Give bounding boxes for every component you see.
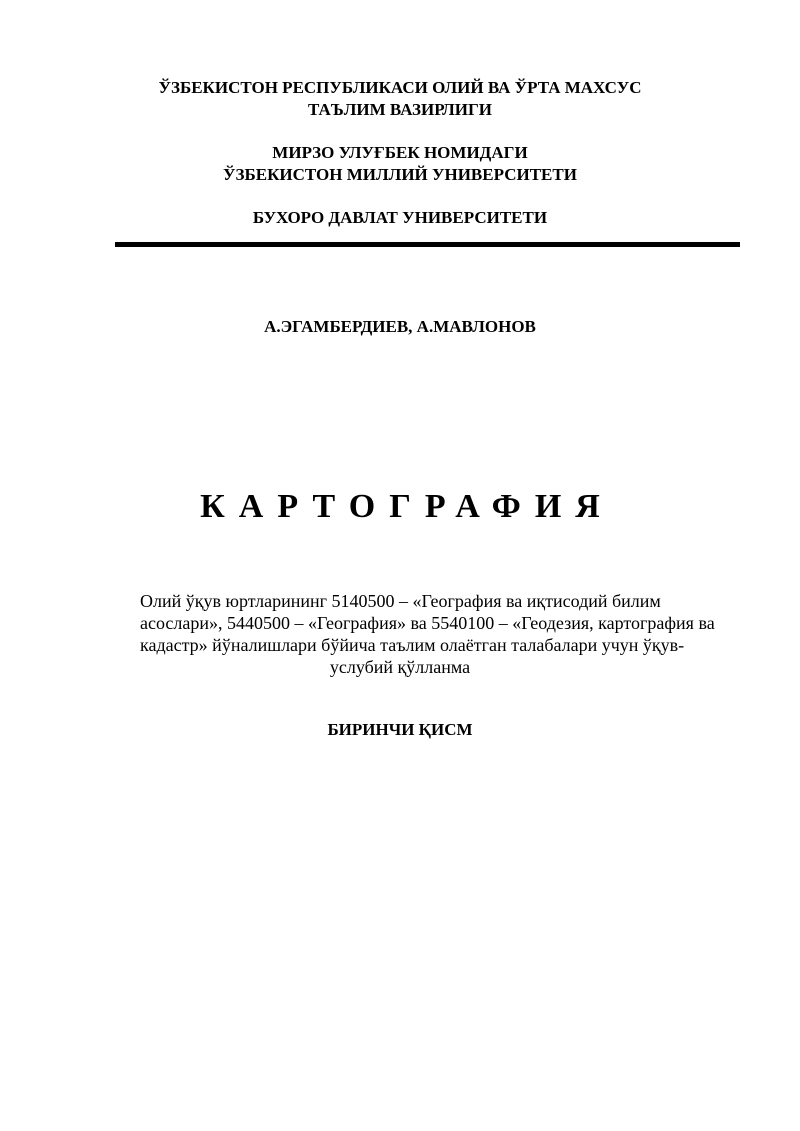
part-label: БИРИНЧИ ҚИСМ [327, 720, 473, 739]
bukhara-university: БУХОРО ДАВЛАТ УНИВЕРСИТЕТИ [252, 208, 548, 227]
book-title: КАРТОГРАФИЯ [200, 488, 614, 525]
authors: А.ЭГАМБЕРДИЕВ, А.МАВЛОНОВ [264, 317, 536, 336]
ministry-line-2: ТАЪЛИМ ВАЗИРЛИГИ [307, 100, 493, 119]
book-description [140, 590, 715, 678]
university-line-2: ЎЗБЕКИСТОН МИЛЛИЙ УНИВЕРСИТЕТИ [223, 165, 577, 184]
description-line-1: Олий ўқув юртларининг 5140500 – «География ва иқтисодий билим [140, 591, 661, 611]
ministry-line-1: ЎЗБЕКИСТОН РЕСПУБЛИКАСИ ОЛИЙ ВА ЎРТА МАХСУС [158, 78, 642, 97]
description-line-3: кадастр» йўналишлари бўйича таълим олаётган талабалари учун ўқув- [140, 635, 685, 655]
university-line-1: МИРЗО УЛУҒБЕК НОМИДАГИ [272, 143, 528, 162]
description-line-2: асослари», 5440500 – «География» ва 5540100 – «Геодезия, картография ва [140, 613, 715, 633]
description-line-4: услубий қўлланма [329, 657, 471, 677]
header-divider [115, 242, 740, 247]
